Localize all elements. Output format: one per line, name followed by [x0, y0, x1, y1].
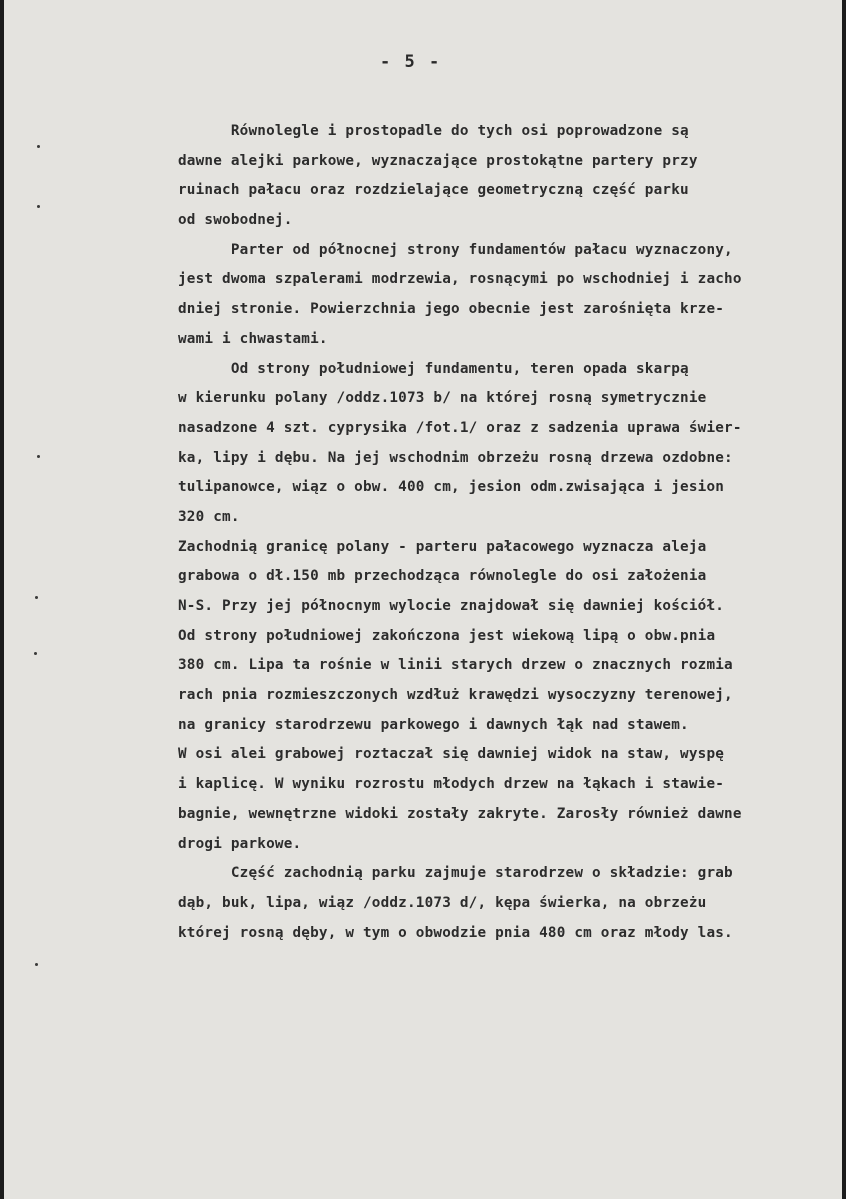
text-line: dniej stronie. Powierzchnia jego obecnie jest zarośnięta krze- — [178, 301, 725, 318]
text-line: Część zachodnią parku zajmuje starodrzew o składzie: grab — [178, 865, 733, 882]
text-line: grabowa o dł.150 mb przechodząca równolegle do osi założenia — [178, 568, 707, 585]
text-line: 380 cm. Lipa ta rośnie w linii starych drzew o znacznych rozmia — [178, 657, 733, 674]
text-line: jest dwoma szpalerami modrzewia, rosnącymi po wschodniej i zacho — [178, 271, 742, 288]
margin-mark — [34, 652, 37, 655]
body-text — [178, 117, 818, 948]
text-line: w kierunku polany /oddz.1073 b/ na której rosną symetrycznie — [178, 390, 707, 407]
text-line: Od strony południowej fundamentu, teren opada skarpą — [178, 360, 689, 377]
margin-mark — [35, 596, 38, 599]
text-line: bagnie, wewnętrzne widoki zostały zakryte. Zarosły również dawne — [178, 805, 742, 822]
text-line: drogi parkowe. — [178, 835, 302, 852]
text-line: nasadzone 4 szt. cyprysika /fot.1/ oraz z sadzenia uprawa świer- — [178, 419, 742, 436]
text-line: Równolegle i prostopadle do tych osi poprowadzone są — [178, 123, 689, 139]
margin-mark — [37, 205, 40, 208]
text-line: wami i chwastami. — [178, 330, 328, 347]
text-line: i kaplicę. W wyniku rozrostu młodych drzew na łąkach i stawie- — [178, 776, 725, 793]
text-line: Od strony południowej zakończona jest wiekową lipą o obw.pnia — [178, 627, 716, 644]
text-line: której rosną dęby, w tym o obwodzie pnia 480 cm oraz młody las. — [178, 924, 733, 941]
margin-mark — [37, 145, 40, 148]
margin-mark — [37, 455, 40, 458]
page-number: - 5 - — [380, 52, 442, 72]
text-line: W osi alei grabowej roztaczał się dawniej widok na staw, wyspę — [178, 746, 725, 763]
text-line: Zachodnią granicę polany - parteru pałacowego wyznacza aleja — [178, 538, 707, 555]
text-line: tulipanowce, wiąz o obw. 400 cm, jesion odm.zwisająca i jesion — [178, 479, 725, 496]
text-line: N-S. Przy jej północnym wylocie znajdował się dawniej kościół. — [178, 598, 725, 614]
text-line: ka, lipy i dębu. Na jej wschodnim obrzeżu rosną drzewa ozdobne: — [178, 449, 733, 466]
text-line: Parter od północnej strony fundamentów pałacu wyznaczony, — [178, 241, 733, 258]
margin-mark — [35, 963, 38, 966]
text-line: 320 cm. — [178, 508, 240, 525]
text-line: dąb, buk, lipa, wiąz /oddz.1073 d/, kępa świerka, na obrzeżu — [178, 894, 707, 911]
scan-edge-right — [842, 0, 846, 1199]
text-line: dawne alejki parkowe, wyznaczające prostokątne partery przy — [178, 152, 698, 169]
text-line: rach pnia rozmieszczonych wzdłuż krawędzi wysoczyzny terenowej, — [178, 687, 733, 704]
text-line: od swobodnej. — [178, 212, 293, 229]
scan-edge-left — [0, 0, 4, 1199]
text-line: ruinach pałacu oraz rozdzielające geometryczną część parku — [178, 182, 689, 199]
text-line: na granicy starodrzewu parkowego i dawnych łąk nad stawem. — [178, 716, 689, 733]
